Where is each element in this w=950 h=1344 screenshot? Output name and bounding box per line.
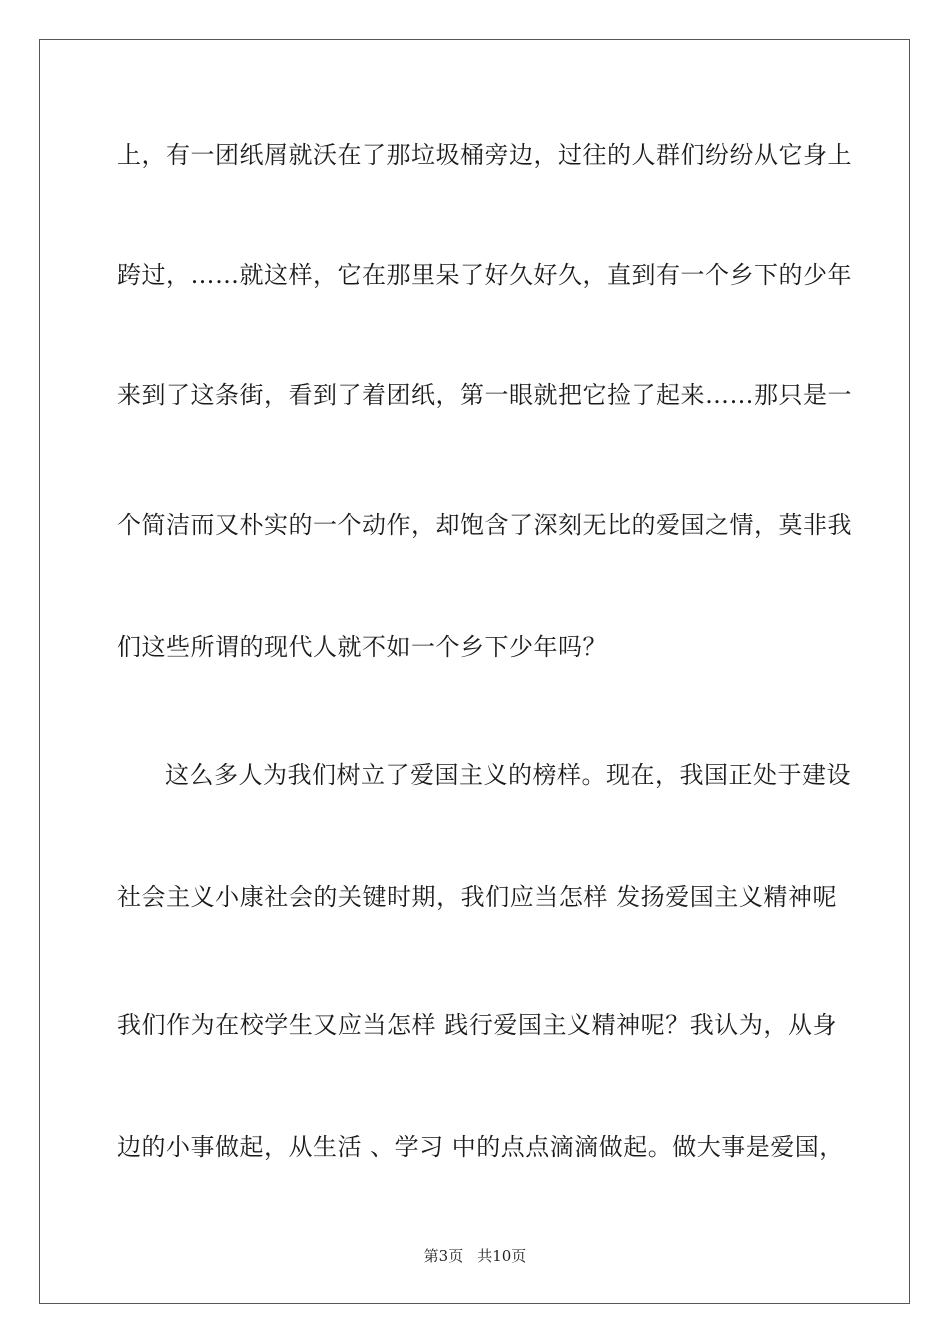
paragraph-first-line: 这么多人为我们树立了爱国主义的榜样。现在，我国正处于建设 — [165, 761, 851, 789]
page-number: 第3页 — [423, 1247, 464, 1265]
text-line: 们这些所谓的现代人就不如一个乡下少年吗？ — [117, 633, 607, 661]
text-line: 社会主义小康社会的关键时期，我们应当怎样 发扬爱国主义精神呢 — [117, 883, 837, 911]
text-line: 我们作为在校学生又应当怎样 践行爱国主义精神呢？我认为，从身 — [117, 1011, 837, 1039]
text-line: 边的小事做起，从生活 、学习 中的点点滴滴做起。做大事是爱国， — [117, 1133, 844, 1161]
text-line: 来到了这条街，看到了着团纸，第一眼就把它捡了起来……那只是一 — [117, 381, 852, 409]
text-line: 上，有一团纸屑就沃在了那垃圾桶旁边，过往的人群们纷纷从它身上 — [117, 141, 852, 169]
page-total: 共10页 — [477, 1247, 527, 1265]
text-line: 跨过，……就这样，它在那里呆了好久好久，直到有一个乡下的少年 — [117, 261, 852, 289]
page-border — [39, 39, 910, 1304]
text-line: 个简洁而又朴实的一个动作，却饱含了深刻无比的爱国之情，莫非我 — [117, 511, 852, 539]
page-footer — [0, 1246, 950, 1266]
